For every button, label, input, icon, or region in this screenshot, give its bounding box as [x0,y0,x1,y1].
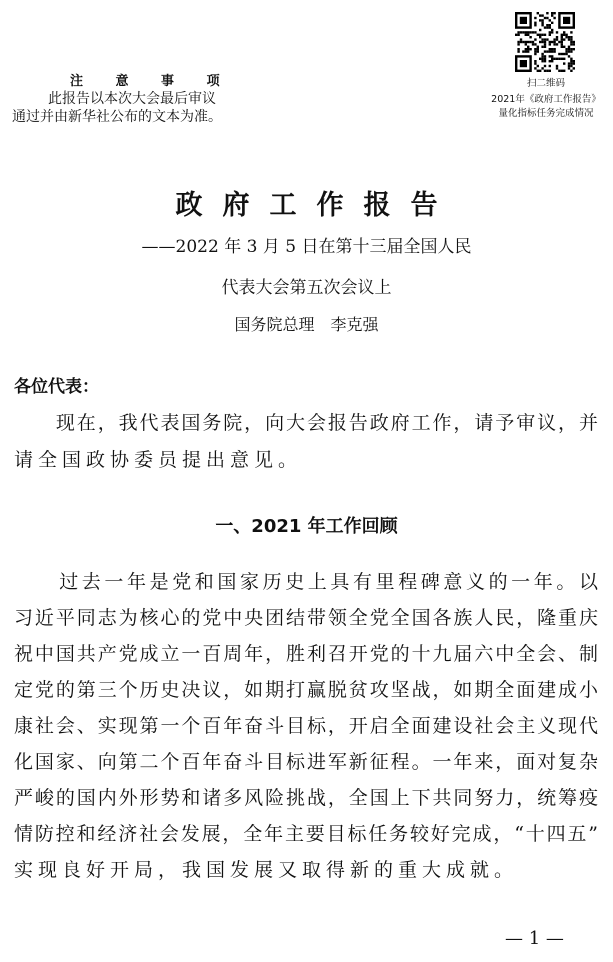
subtitle-line: 代表大会第五次会议上 [221,278,392,298]
body-line: 情防控和经济社会发展，全年主要目标任务较好完成，“十四五” [14,823,598,845]
body-line: 祝中国共产党成立一百周年，胜利召开党的十九届六中全会、制 [14,643,598,665]
notice-heading: 注 意 事 项 [70,74,234,89]
page-number: — 1 — [505,928,564,949]
qr-caption: 2021年《政府工作报告》 [491,94,601,105]
intro-line: 现在，我代表国务院，向大会报告政府工作，请予审议，并 [14,412,598,434]
body-line: 定党的第三个历史决议，如期打赢脱贫攻坚战，如期全面建成小 [14,679,598,701]
notice-line: 此报告以本次大会最后审议 [48,91,216,107]
notice-line: 通过并由新华社公布的文本为准。 [12,109,222,125]
document-title: 政府工作报告 [175,190,458,221]
qr-caption: 扫二维码 [526,78,565,89]
body-line: 康社会、实现第一个百年奋斗目标，开启全面建设社会主义现代 [14,715,598,737]
body-line: 实现良好开局，我国发展又取得新的重大成就。 [14,859,519,881]
subtitle-line: ——2022 年 3 月 5 日在第十三届全国人民 [141,237,472,257]
qr-caption: 量化指标任务完成情况 [498,108,594,119]
body-line: 严峻的国内外形势和诸多风险挑战，全国上下共同努力，统筹疫 [14,787,598,809]
body-line: 化国家、向第二个百年奋斗目标进军新征程。一年来，面对复杂 [14,751,598,773]
salutation: 各位代表： [14,377,99,397]
body-line: 过去一年是党和国家历史上具有里程碑意义的一年。以 [14,571,598,593]
intro-line: 请全国政协委员提出意见。 [14,449,303,471]
author: 国务院总理 李克强 [234,315,379,334]
qr-code-icon [515,12,575,72]
section-heading: 一、2021 年工作回顾 [215,516,398,537]
body-line: 习近平同志为核心的党中央团结带领全党全国各族人民，隆重庆 [14,607,598,629]
